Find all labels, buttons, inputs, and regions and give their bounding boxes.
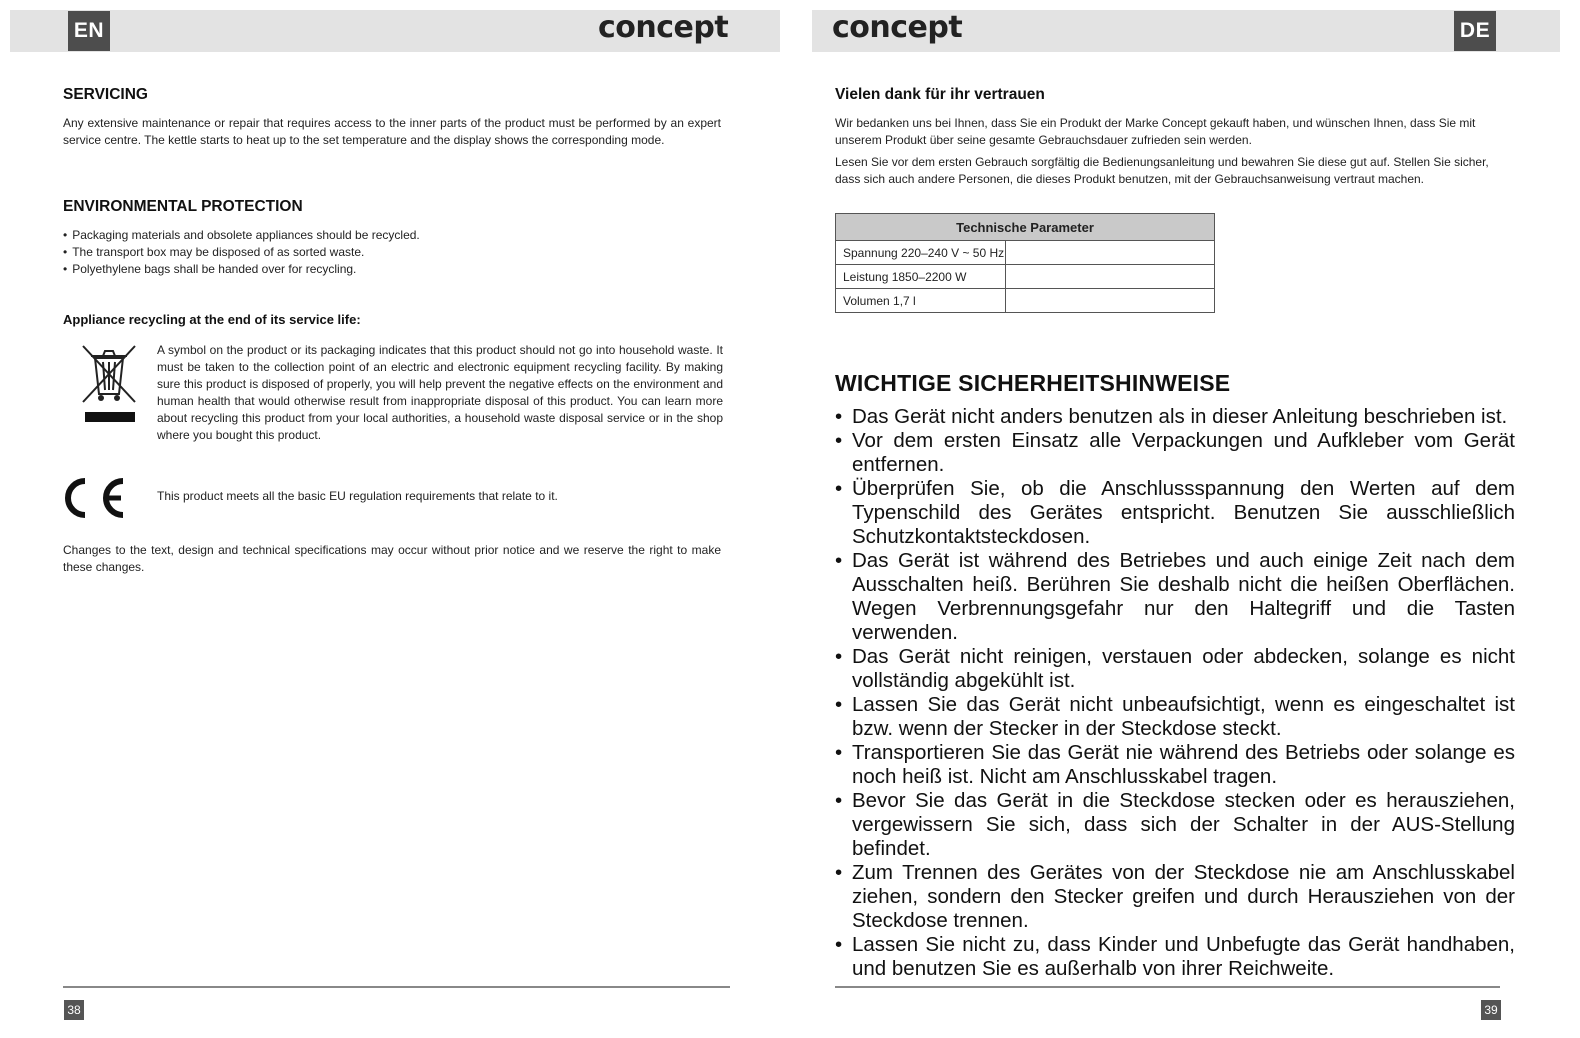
list-item: • Das Gerät nicht anders benutzen als in dieser Anleitung beschrieben ist. <box>835 405 1515 429</box>
ce-mark-icon <box>63 475 133 521</box>
ce-block <box>63 475 725 525</box>
table-header-row <box>836 214 1215 241</box>
list-item: • Überprüfen Sie, ob die Anschlussspannung den Werten auf dem Typenschild des Gerätes entspricht. Benutzen Sie ausschließlich Schutzkontaktsteckdosen. <box>835 477 1515 549</box>
technical-parameters-table <box>835 213 1215 313</box>
footer-divider-right <box>835 986 1500 988</box>
thanks-paragraph-1: Wir bedanken uns bei Ihnen, dass Sie ein Produkt der Marke Concept gekauft haben, und wünschen Ihnen, dass Sie mit unserem Produkt über seine gesamte Gebrauchsdauer zufrieden sein werden. <box>835 116 1476 147</box>
list-item: • Transportieren Sie das Gerät nie während des Betriebs oder solange es noch heiß ist. Nicht am Anschlusskabel tragen. <box>835 741 1515 789</box>
page-right <box>835 80 1515 980</box>
list-item: • Das Gerät nicht reinigen, verstauen oder abdecken, solange es nicht vollständig abgekühlt ist. <box>835 645 1515 693</box>
table-cell-empty <box>1006 265 1215 289</box>
list-item: • Packaging materials and obsolete appliances should be recycled. <box>63 227 420 244</box>
page-number-right: 39 <box>1481 1000 1501 1020</box>
recycling-text: A symbol on the product or its packaging indicates that this product should not go into household waste. It must be taken to the collection point of an electric and electronic equipment recycling facility. By making sure this product is disposed of properly, you will help prevent the negative effects on the environment and human health that would otherwise result from inappropriate disposal of this product. You can learn more about recycling this product from your local authorities, a household waste disposal service or in the shop where you bought this product. <box>157 343 723 442</box>
page-left <box>63 80 725 600</box>
list-item: • Polyethylene bags shall be handed over for recycling. <box>63 261 420 278</box>
list-item: • Vor dem ersten Einsatz alle Verpackungen und Aufkleber vom Gerät entfernen. <box>835 429 1515 477</box>
table-header: Technische Parameter <box>836 214 1215 241</box>
brand-logo-right: concept <box>832 10 963 45</box>
language-badge-de: DE <box>1454 11 1496 51</box>
table-row <box>836 289 1215 313</box>
changes-text: Changes to the text, design and technical specifications may occur without prior notice and we reserve the right to make these changes. <box>63 543 721 574</box>
safety-heading: WICHTIGE SICHERHEITSHINWEISE <box>835 370 1231 396</box>
table-cell: Leistung 1850–2200 W <box>836 265 1006 289</box>
thanks-paragraph-2: Lesen Sie vor dem ersten Gebrauch sorgfältig die Bedienungsanleitung und bewahren Sie diese gut auf. Stellen Sie sicher, dass sich auch andere Personen, die dieses Produkt benutzen, mit der Gebrauchsanweisung vertraut machen. <box>835 155 1489 186</box>
table-cell-empty <box>1006 289 1215 313</box>
list-item: • The transport box may be disposed of as sorted waste. <box>63 244 420 261</box>
list-item: • Bevor Sie das Gerät in die Steckdose stecken oder es herausziehen, vergewissern Sie sich, dass sich der Schalter in der AUS-Stellung befindet. <box>835 789 1515 861</box>
list-item: • Lassen Sie nicht zu, dass Kinder und Unbefugte das Gerät handhaben, und benutzen Sie es außerhalb von ihrer Reichweite. <box>835 933 1515 981</box>
table-cell: Volumen 1,7 l <box>836 289 1006 313</box>
page-number-left: 38 <box>64 1000 84 1020</box>
environmental-list <box>63 227 420 278</box>
list-item: • Das Gerät ist während des Betriebes und auch einige Zeit nach dem Ausschalten heiß. Berühren Sie deshalb nicht die heißen Oberflächen. Wegen Verbrennungsgefahr nur den Haltegriff und die Tasten verwenden. <box>835 549 1515 645</box>
list-item: • Lassen Sie das Gerät nicht unbeaufsichtigt, wenn es eingeschaltet ist bzw. wenn der Stecker in der Steckdose steckt. <box>835 693 1515 741</box>
ce-text: This product meets all the basic EU regulation requirements that relate to it. <box>157 489 558 503</box>
list-item: • Zum Trennen des Gerätes von der Steckdose nie am Anschlusskabel ziehen, sondern den Stecker greifen und durch Herausziehen von der Steckdose trennen. <box>835 861 1515 933</box>
weee-block <box>63 342 725 452</box>
table-row <box>836 265 1215 289</box>
table-cell-empty <box>1006 241 1215 265</box>
safety-list <box>835 405 1515 981</box>
environmental-heading: ENVIRONMENTAL PROTECTION <box>63 198 303 215</box>
servicing-text: Any extensive maintenance or repair that requires access to the inner parts of the product must be performed by an expert service centre. The kettle starts to heat up to the set temperature and the display shows the corresponding mode. <box>63 116 721 147</box>
footer-divider-left <box>63 986 730 988</box>
recycling-heading: Appliance recycling at the end of its service life: <box>63 312 361 327</box>
table-cell: Spannung 220–240 V ~ 50 Hz <box>836 241 1006 265</box>
weee-crossed-bin-icon <box>81 342 139 426</box>
language-badge-en: EN <box>68 11 110 51</box>
table-row <box>836 241 1215 265</box>
brand-logo-left: concept <box>598 10 729 45</box>
thanks-heading: Vielen dank für ihr vertrauen <box>835 86 1045 103</box>
servicing-heading: SERVICING <box>63 86 148 103</box>
